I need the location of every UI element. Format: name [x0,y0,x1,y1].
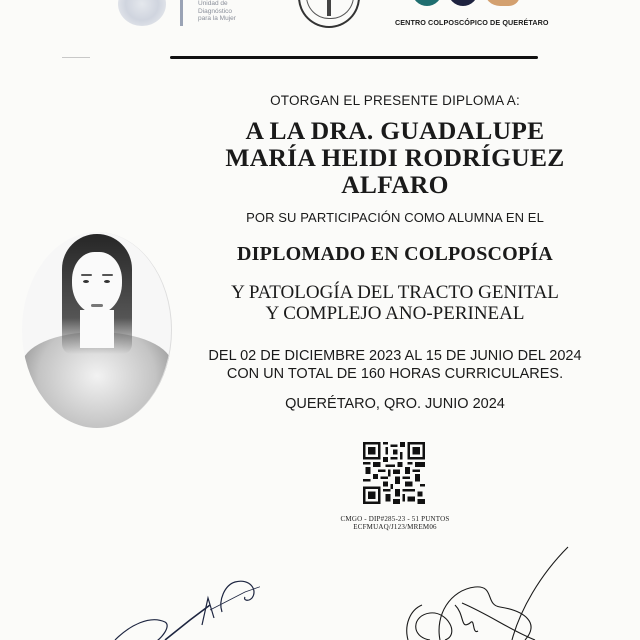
header-rule-fragment [62,57,90,58]
verification-code-line: ECFMUAQ/J123/MREM06 [353,523,437,531]
logo-divider [180,0,183,26]
signature-left-icon [110,570,260,640]
recipient-name-line: A LA DRA. GUADALUPE [245,116,545,145]
logo-shape-tan [484,0,520,6]
program-subtitle [190,282,600,324]
recipient-name-line: ALFARO [341,170,449,199]
caduceus-staff-icon [327,0,331,16]
program-dates [190,347,600,383]
unidad-diagnostico-logo-text [198,0,236,23]
qr-code-icon[interactable] [363,442,425,504]
recipient-name-line: MARÍA HEIDI RODRÍGUEZ [225,143,565,172]
logo-text-line: Diagnóstico [198,7,232,15]
verification-codes [300,515,490,531]
colposcopy-center-name: CENTRO COLPOSCÓPICO DE QUERÉTARO [395,18,549,27]
colposcopy-center-logo-icon [412,0,522,8]
hours-line: CON UN TOTAL DE 160 HORAS CURRICULARES. [226,366,564,382]
place-date: QUERÉTARO, QRO. JUNIO 2024 [285,396,505,412]
signature-right-icon [400,545,580,640]
logo-text-line: Unidad de [198,0,228,7]
logo-text-line: para la Mujer [198,15,236,22]
participation-text: POR SU PARTICIPACIÓN COMO ALUMNA EN EL [246,210,544,225]
logo-shape-teal [412,0,442,6]
diploma-intro: OTORGAN EL PRESENTE DIPLOMA A: [270,93,520,108]
dates-line: DEL 02 DE DICIEMBRE 2023 AL 15 DE JUNIO DEL 2024 [208,348,582,364]
program-subtitle-line: Y COMPLEJO ANO-PERINEAL [265,303,525,324]
header-divider-rule [170,56,538,59]
unidad-diagnostico-seal-icon [118,0,166,26]
program-subtitle-line: Y PATOLOGÍA DEL TRACTO GENITAL [231,282,559,303]
logo-shape-navy [448,0,478,6]
portrait-frame [22,232,172,428]
program-title: DIPLOMADO EN COLPOSCOPÍA [237,243,553,265]
recipient-name [190,117,600,198]
verification-code-line: CMGO - DIP#285-23 - 51 PUNTOS [340,515,450,523]
